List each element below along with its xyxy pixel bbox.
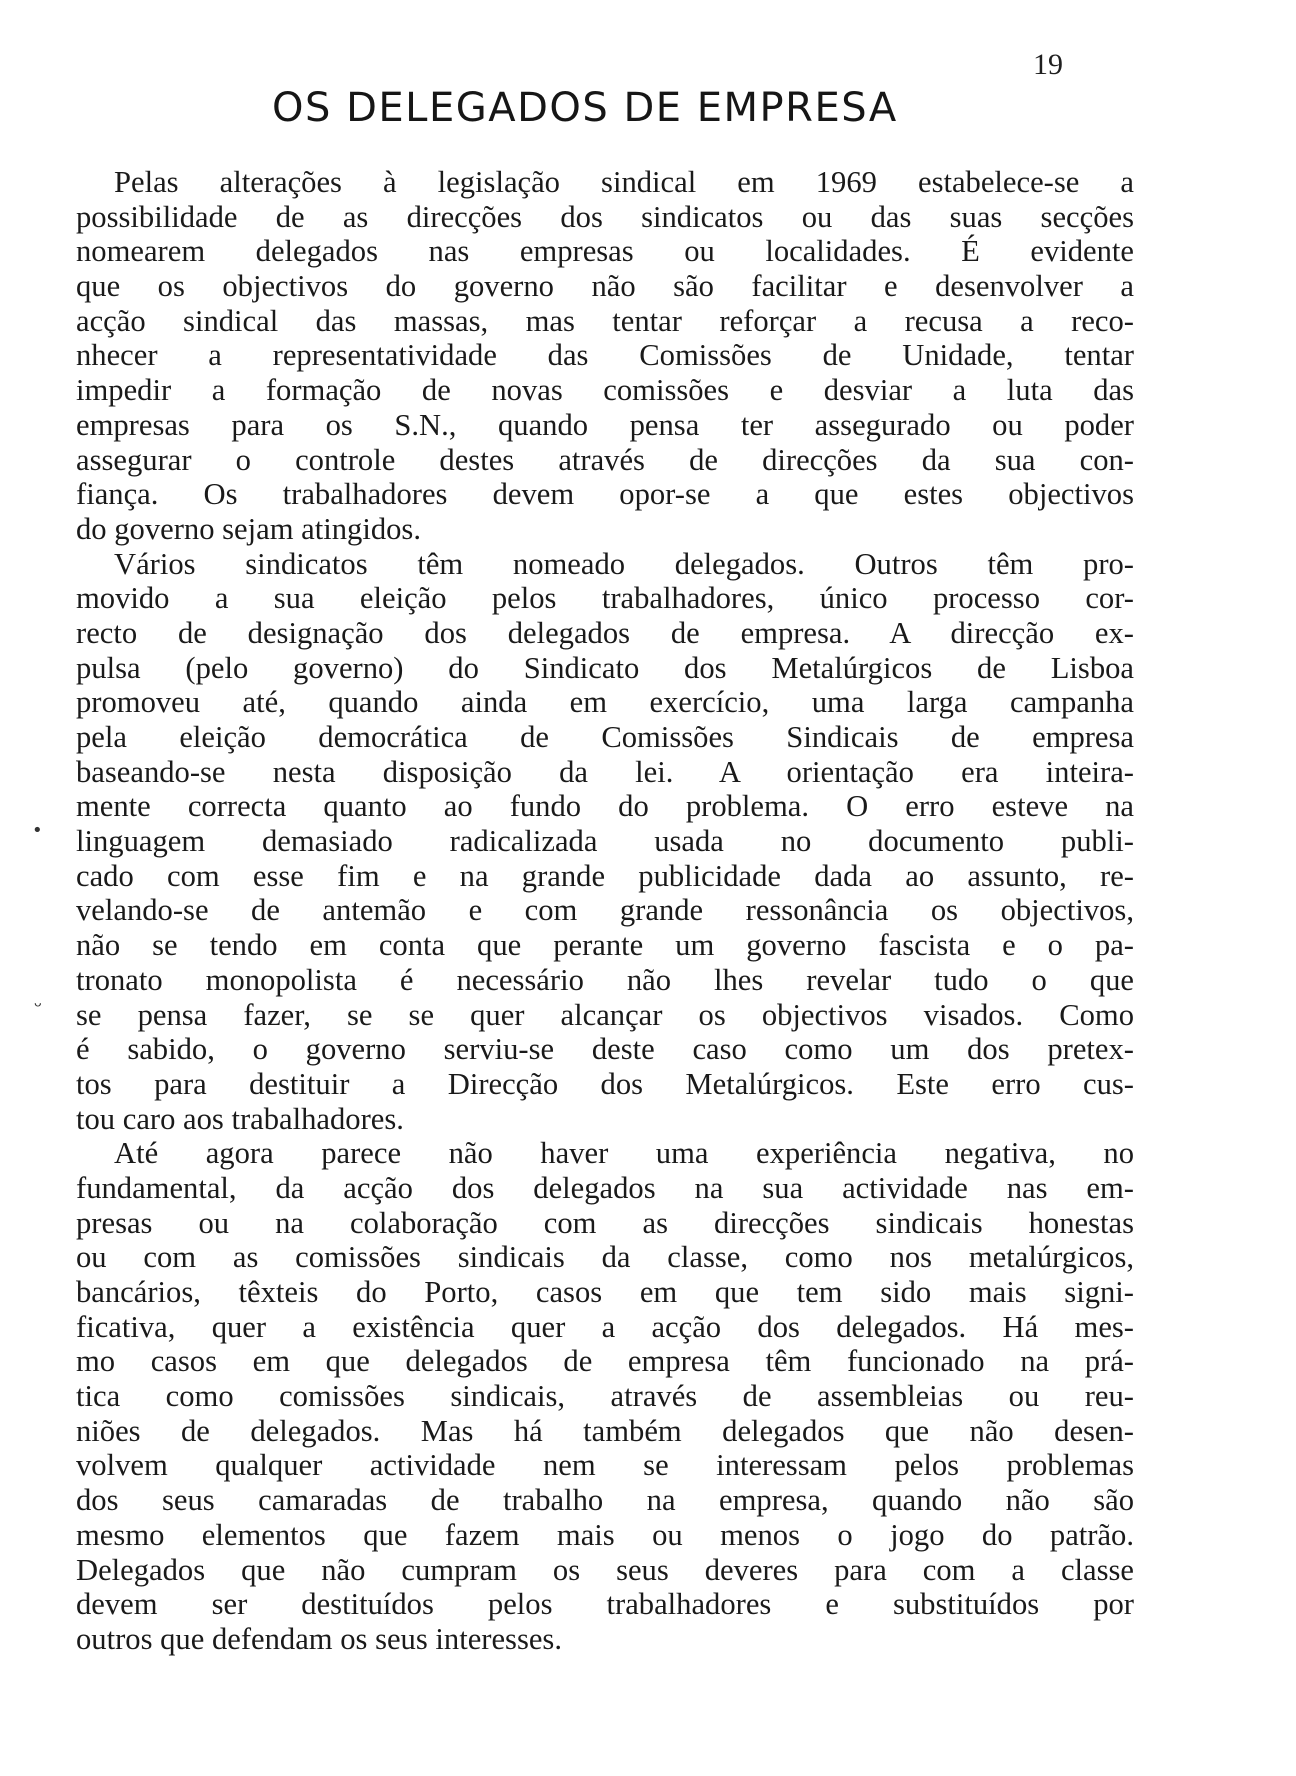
text-line: Delegados que não cumpram os seus deveres para com a classe bbox=[76, 1552, 1134, 1587]
text-line: se pensa fazer, se se quer alcançar os objectivos visados. Como bbox=[76, 997, 1134, 1032]
text-line: que os objectivos do governo não são facilitar e desenvolver a bbox=[76, 269, 1134, 304]
text-line: dos seus camaradas de trabalho na empresa, quando não são bbox=[76, 1483, 1134, 1518]
text-line: é sabido, o governo serviu-se deste caso como um dos pretex- bbox=[76, 1032, 1134, 1067]
text-line: assegurar o controle destes através de direcções da sua con- bbox=[76, 442, 1134, 477]
text-line: mo casos em que delegados de empresa têm funcionado na prá- bbox=[76, 1344, 1134, 1379]
text-line: niões de delegados. Mas há também delegados que não desen- bbox=[76, 1413, 1134, 1448]
text-line: volvem qualquer actividade nem se interessam pelos problemas bbox=[76, 1448, 1134, 1483]
text-line: tou caro aos trabalhadores. bbox=[76, 1101, 404, 1136]
text-line: tos para destituir a Direcção dos Metalúrgicos. Este erro cus- bbox=[76, 1066, 1134, 1101]
text-line: linguagem demasiado radicalizada usada no documento publi- bbox=[76, 824, 1134, 859]
text-line: Até agora parece não haver uma experiência negativa, no bbox=[114, 1136, 1134, 1171]
text-line: promoveu até, quando ainda em exercício, uma larga campanha bbox=[76, 685, 1134, 720]
text-line: do governo sejam atingidos. bbox=[76, 511, 421, 546]
text-line: nhecer a representatividade das Comissões de Unidade, tentar bbox=[76, 338, 1134, 373]
text-line: devem ser destituídos pelos trabalhadores e substituídos por bbox=[76, 1587, 1134, 1622]
text-line: movido a sua eleição pelos trabalhadores, único processo cor- bbox=[76, 581, 1134, 616]
text-line: Pelas alterações à legislação sindical em 1969 estabelece-se a bbox=[114, 165, 1134, 199]
text-line: tronato monopolista é necessário não lhes revelar tudo o que bbox=[76, 962, 1134, 997]
text-line: impedir a formação de novas comissões e desviar a luta das bbox=[76, 373, 1134, 408]
paragraph-2 bbox=[76, 547, 1134, 1137]
text-line: empresas para os S.N., quando pensa ter assegurado ou poder bbox=[76, 407, 1134, 442]
text-line: nomearem delegados nas empresas ou localidades. É evidente bbox=[76, 234, 1134, 269]
text-line: outros que defendam os seus interesses. bbox=[76, 1621, 562, 1656]
text-line: bancários, têxteis do Porto, casos em que tem sido mais signi- bbox=[76, 1275, 1134, 1309]
paragraph-1 bbox=[76, 165, 1134, 547]
text-line: mente correcta quanto ao fundo do problema. O erro esteve na bbox=[76, 789, 1134, 824]
text-line: baseando-se nesta disposição da lei. A orientação era inteira- bbox=[76, 754, 1134, 789]
text-line: pulsa (pelo governo) do Sindicato dos Metalúrgicos de Lisboa bbox=[76, 650, 1134, 685]
text-line: cado com esse fim e na grande publicidade dada ao assunto, re- bbox=[76, 858, 1134, 893]
margin-dot-icon: • bbox=[32, 820, 43, 841]
text-line: presas ou na colaboração com as direcções sindicais honestas bbox=[76, 1205, 1134, 1240]
margin-hook-icon: ᵕ bbox=[34, 994, 43, 1018]
text-line: acção sindical das massas, mas tentar reforçar a recusa a reco- bbox=[76, 303, 1134, 338]
text-line: pela eleição democrática de Comissões Sindicais de empresa bbox=[76, 720, 1134, 754]
article-body bbox=[76, 165, 1134, 1657]
text-line: Vários sindicatos têm nomeado delegados. Outros têm pro- bbox=[114, 546, 1134, 581]
text-line: não se tendo em conta que perante um governo fascista e o pa- bbox=[76, 928, 1134, 963]
text-line: possibilidade de as direcções dos sindicatos ou das suas secções bbox=[76, 199, 1134, 234]
text-line: fiança. Os trabalhadores devem opor-se a que estes objectivos bbox=[76, 477, 1134, 512]
text-line: recto de designação dos delegados de empresa. A direcção ex- bbox=[76, 615, 1134, 650]
text-line: velando-se de antemão e com grande ressonância os objectivos, bbox=[76, 893, 1134, 928]
text-line: ou com as comissões sindicais da classe, como nos metalúrgicos, bbox=[76, 1240, 1134, 1275]
page-number: 19 bbox=[1033, 48, 1063, 81]
paragraph-3 bbox=[76, 1136, 1134, 1656]
text-line: ficativa, quer a existência quer a acção dos delegados. Há mes- bbox=[76, 1309, 1134, 1344]
text-line: mesmo elementos que fazem mais ou menos o jogo do patrão. bbox=[76, 1517, 1134, 1552]
text-line: tica como comissões sindicais, através de assembleias ou reu- bbox=[76, 1379, 1134, 1414]
page-title: OS DELEGADOS DE EMPRESA bbox=[272, 85, 898, 131]
text-line: fundamental, da acção dos delegados na sua actividade nas em- bbox=[76, 1170, 1134, 1205]
